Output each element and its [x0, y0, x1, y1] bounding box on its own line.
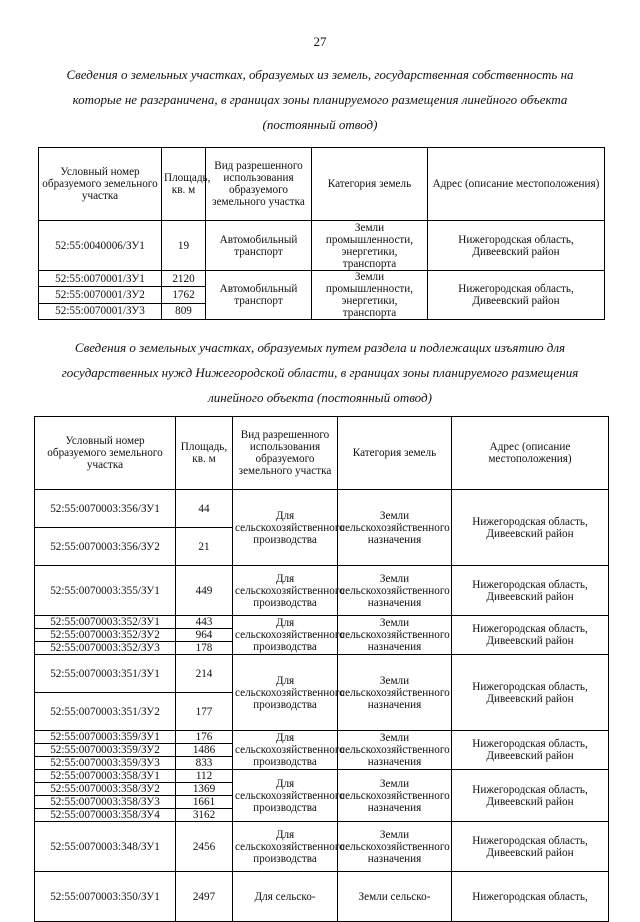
area-cell: 2120 — [162, 271, 206, 287]
table-row — [35, 731, 609, 744]
parcel-id-cell: 52:55:0070003:352/ЗУ1 — [35, 616, 176, 629]
parcel-id-cell: 52:55:0070003:352/ЗУ3 — [35, 642, 176, 655]
area-cell: 1369 — [176, 783, 233, 796]
address-cell: Нижегородская область, Дивеевский район — [428, 221, 605, 271]
table-row — [39, 271, 605, 287]
parcel-id-cell: 52:55:0070003:359/ЗУ2 — [35, 744, 176, 757]
area-cell: 2456 — [176, 822, 233, 872]
use-cell: Для сельскохозяйственного производства — [233, 770, 338, 822]
area-cell: 214 — [176, 655, 233, 693]
header-cell: Вид разрешенного использования образуемого земельного участка — [206, 148, 312, 221]
use-cell: Для сельско- — [233, 872, 338, 922]
use-cell: Автомобильный транспорт — [206, 271, 312, 320]
parcel-id-cell: 52:55:0070001/ЗУ2 — [39, 287, 162, 303]
address-cell: Нижегородская область, Дивеевский район — [452, 566, 609, 616]
header-cell: Вид разрешенного использования образуемого земельного участка — [233, 417, 338, 490]
parcel-id-cell: 52:55:0070001/ЗУ1 — [39, 271, 162, 287]
category-cell: Земли сельскохозяйственного назначения — [338, 566, 452, 616]
area-cell: 2497 — [176, 872, 233, 922]
parcel-id-cell: 52:55:0070003:351/ЗУ2 — [35, 693, 176, 731]
header-cell: Адрес (описание местоположения) — [428, 148, 605, 221]
header-cell: Условный номер образуемого земельного участка — [39, 148, 162, 221]
header-cell: Категория земель — [312, 148, 428, 221]
section1-table — [38, 147, 605, 320]
area-cell: 809 — [162, 303, 206, 319]
parcel-id-cell: 52:55:0070003:358/ЗУ2 — [35, 783, 176, 796]
category-cell: Земли сельско- — [338, 872, 452, 922]
section1-title: Сведения о земельных участках, образуемых из земель, государственная собственность на которые не разграничена, в границах зоны планируемого размещения линейного объекта (постоянный отвод) — [66, 67, 574, 132]
parcel-id-cell: 52:55:0070003:356/ЗУ2 — [35, 528, 176, 566]
category-cell: Земли сельскохозяйственного назначения — [338, 822, 452, 872]
area-cell: 44 — [176, 490, 233, 528]
use-cell: Для сельскохозяйственного производства — [233, 616, 338, 655]
header-cell: Условный номер образуемого земельного участка — [35, 417, 176, 490]
area-cell: 3162 — [176, 809, 233, 822]
table-row — [35, 872, 609, 922]
area-cell: 1661 — [176, 796, 233, 809]
page-number: 27 — [313, 34, 327, 49]
area-cell: 178 — [176, 642, 233, 655]
table-row — [35, 616, 609, 629]
section2-table — [34, 416, 609, 922]
category-cell: Земли сельскохозяйственного назначения — [338, 490, 452, 566]
parcel-id-cell: 52:55:0070003:355/ЗУ1 — [35, 566, 176, 616]
table-row — [39, 221, 605, 271]
address-cell: Нижегородская область, — [452, 872, 609, 922]
area-cell: 964 — [176, 629, 233, 642]
address-cell: Нижегородская область, Дивеевский район — [452, 822, 609, 872]
parcel-id-cell: 52:55:0040006/ЗУ1 — [39, 221, 162, 271]
area-cell: 21 — [176, 528, 233, 566]
area-cell: 177 — [176, 693, 233, 731]
category-cell: Земли сельскохозяйственного назначения — [338, 616, 452, 655]
area-cell: 19 — [162, 221, 206, 271]
area-cell: 449 — [176, 566, 233, 616]
table-row — [35, 770, 609, 783]
parcel-id-cell: 52:55:0070003:359/ЗУ3 — [35, 757, 176, 770]
parcel-id-cell: 52:55:0070003:356/ЗУ1 — [35, 490, 176, 528]
area-cell: 1762 — [162, 287, 206, 303]
area-cell: 1486 — [176, 744, 233, 757]
table-row — [35, 566, 609, 616]
address-cell: Нижегородская область, Дивеевский район — [452, 770, 609, 822]
address-cell: Нижегородская область, Дивеевский район — [428, 271, 605, 320]
parcel-id-cell: 52:55:0070003:351/ЗУ1 — [35, 655, 176, 693]
parcel-id-cell: 52:55:0070003:358/ЗУ3 — [35, 796, 176, 809]
parcel-id-cell: 52:55:0070003:359/ЗУ1 — [35, 731, 176, 744]
area-cell: 833 — [176, 757, 233, 770]
parcel-id-cell: 52:55:0070003:358/ЗУ1 — [35, 770, 176, 783]
use-cell: Для сельскохозяйственного производства — [233, 822, 338, 872]
use-cell: Для сельскохозяйственного производства — [233, 490, 338, 566]
area-cell: 443 — [176, 616, 233, 629]
parcel-id-cell: 52:55:0070001/ЗУ3 — [39, 303, 162, 319]
header-cell: Площадь, кв. м — [162, 148, 206, 221]
category-cell: Земли сельскохозяйственного назначения — [338, 655, 452, 731]
use-cell: Для сельскохозяйственного производства — [233, 566, 338, 616]
use-cell: Для сельскохозяйственного производства — [233, 655, 338, 731]
header-cell: Площадь, кв. м — [176, 417, 233, 490]
section2-title: Сведения о земельных участках, образуемых путем раздела и подлежащих изъятию для государственных нужд Нижегородской области, в границах зоны планируемого размещения линейного объекта (постоянный отвод) — [61, 340, 579, 405]
table-header-row — [35, 417, 609, 490]
address-cell: Нижегородская область, Дивеевский район — [452, 655, 609, 731]
address-cell: Нижегородская область, Дивеевский район — [452, 616, 609, 655]
use-cell: Для сельскохозяйственного производства — [233, 731, 338, 770]
parcel-id-cell: 52:55:0070003:358/ЗУ4 — [35, 809, 176, 822]
parcel-id-cell: 52:55:0070003:350/ЗУ1 — [35, 872, 176, 922]
category-cell: Земли промышленности, энергетики, транспорта — [312, 221, 428, 271]
header-cell: Категория земель — [338, 417, 452, 490]
address-cell: Нижегородская область, Дивеевский район — [452, 490, 609, 566]
parcel-id-cell: 52:55:0070003:352/ЗУ2 — [35, 629, 176, 642]
table-header-row — [39, 148, 605, 221]
area-cell: 112 — [176, 770, 233, 783]
header-cell: Адрес (описание местоположения) — [452, 417, 609, 490]
category-cell: Земли сельскохозяйственного назначения — [338, 731, 452, 770]
category-cell: Земли промышленности, энергетики, транспорта — [312, 271, 428, 320]
table-row — [35, 655, 609, 693]
table-row — [35, 822, 609, 872]
address-cell: Нижегородская область, Дивеевский район — [452, 731, 609, 770]
table-row — [35, 490, 609, 528]
use-cell: Автомобильный транспорт — [206, 221, 312, 271]
parcel-id-cell: 52:55:0070003:348/ЗУ1 — [35, 822, 176, 872]
category-cell: Земли сельскохозяйственного назначения — [338, 770, 452, 822]
area-cell: 176 — [176, 731, 233, 744]
